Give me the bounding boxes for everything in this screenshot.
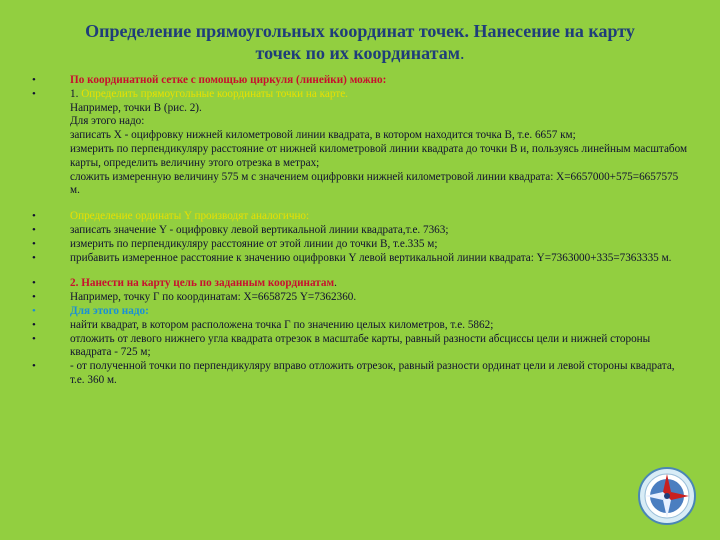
list-item bbox=[30, 129, 690, 143]
list-item bbox=[30, 305, 690, 319]
item-number: 1. bbox=[70, 87, 82, 100]
list-item bbox=[30, 102, 690, 116]
text-line: Для этого надо: bbox=[70, 115, 145, 128]
text-line: измерить по перпендикуляру расстояние от нижней километровой линии квадрата до точки В и, пользуясь линейным масштабом карты, определить величину этого отрезка в метрах; bbox=[70, 142, 688, 169]
bullet: • bbox=[32, 237, 36, 250]
text-line: найти квадрат, в котором расположена точка Г по значению целых километров, т.е. 5862; bbox=[70, 318, 494, 331]
bullet: • bbox=[32, 318, 36, 331]
block-1-heading: По координатной сетке с помощью циркуля (линейки) можно: bbox=[70, 74, 387, 86]
list-item bbox=[30, 277, 690, 291]
text-line: записать значение Y - оцифровку левой вертикальной линии квадрата,т.е. 7363; bbox=[70, 223, 449, 236]
compass-icon bbox=[637, 466, 697, 526]
text-line: отложить от левого нижнего угла квадрата отрезок в масштабе карты, равный разности абсциссы цели и нижней стороны квадрата - 725 м; bbox=[70, 332, 651, 359]
text-line: прибавить измеренное расстояние к значению оцифровки Y левой вертикальной линии квадрата: Y=7363000+335=7363335 м. bbox=[70, 251, 672, 264]
text-line: измерить по перпендикуляру расстояние от этой линии до точки В, т.е.335 м; bbox=[70, 237, 438, 250]
title-line-1: Определение прямоугольных координат точек. Нанесение на карту bbox=[85, 21, 635, 41]
item-highlight: Определить прямоугольные координаты точки на карте. bbox=[81, 87, 348, 100]
list-item bbox=[30, 74, 690, 88]
heading-period: . bbox=[334, 277, 337, 290]
list-item bbox=[30, 291, 690, 305]
title-line-2-text: точек по их координатам bbox=[255, 43, 460, 63]
bullet: • bbox=[32, 210, 36, 223]
bullet: • bbox=[32, 360, 36, 373]
text-line: сложить измеренную величину 575 м с значением оцифровки нижней километровой линии квадрата: Х=6657000+575=6657575 м. bbox=[70, 170, 679, 197]
list-item bbox=[30, 319, 690, 333]
block-2 bbox=[30, 210, 690, 265]
list-item bbox=[30, 88, 690, 102]
list-item bbox=[30, 360, 690, 388]
list-item bbox=[30, 224, 690, 238]
list-item bbox=[30, 143, 690, 171]
title-line-2 bbox=[20, 42, 700, 64]
text-line: Для этого надо: bbox=[70, 304, 149, 317]
block-1 bbox=[30, 74, 690, 198]
list-item bbox=[30, 252, 690, 266]
list-item bbox=[30, 115, 690, 129]
bullet: • bbox=[32, 291, 36, 304]
text-line: Например, точку Г по координатам: Х=6658725 Y=7362360. bbox=[70, 291, 357, 304]
block-2-heading: Определение ординаты Y производят аналогично: bbox=[70, 210, 310, 223]
text-line: - от полученной точки по перпендикуляру вправо отложить отрезок, равный разности ординат цели и левой стороны квадрата, т.е. 360 м. bbox=[70, 360, 675, 386]
bullet: • bbox=[32, 332, 36, 345]
list-item bbox=[30, 210, 690, 224]
content bbox=[30, 74, 690, 400]
list-item bbox=[30, 238, 690, 252]
bullet: • bbox=[32, 277, 36, 290]
bullet: • bbox=[32, 251, 36, 264]
list-item bbox=[30, 171, 690, 199]
bullet: • bbox=[32, 87, 36, 100]
text-line: Например, точки В (рис. 2). bbox=[70, 101, 202, 114]
slide-title bbox=[20, 20, 700, 64]
bullet: • bbox=[32, 223, 36, 236]
bullet: • bbox=[32, 74, 36, 86]
block-3 bbox=[30, 277, 690, 387]
text-line: записать Х - оцифровку нижней километровой линии квадрата, в котором находится точка В, т.е. 6657 км; bbox=[70, 129, 576, 142]
list-item bbox=[30, 333, 690, 361]
block-3-heading: 2. Нанести на карту цель по заданным координатам bbox=[70, 277, 335, 290]
title-period: . bbox=[460, 43, 465, 63]
bullet: • bbox=[32, 304, 36, 317]
